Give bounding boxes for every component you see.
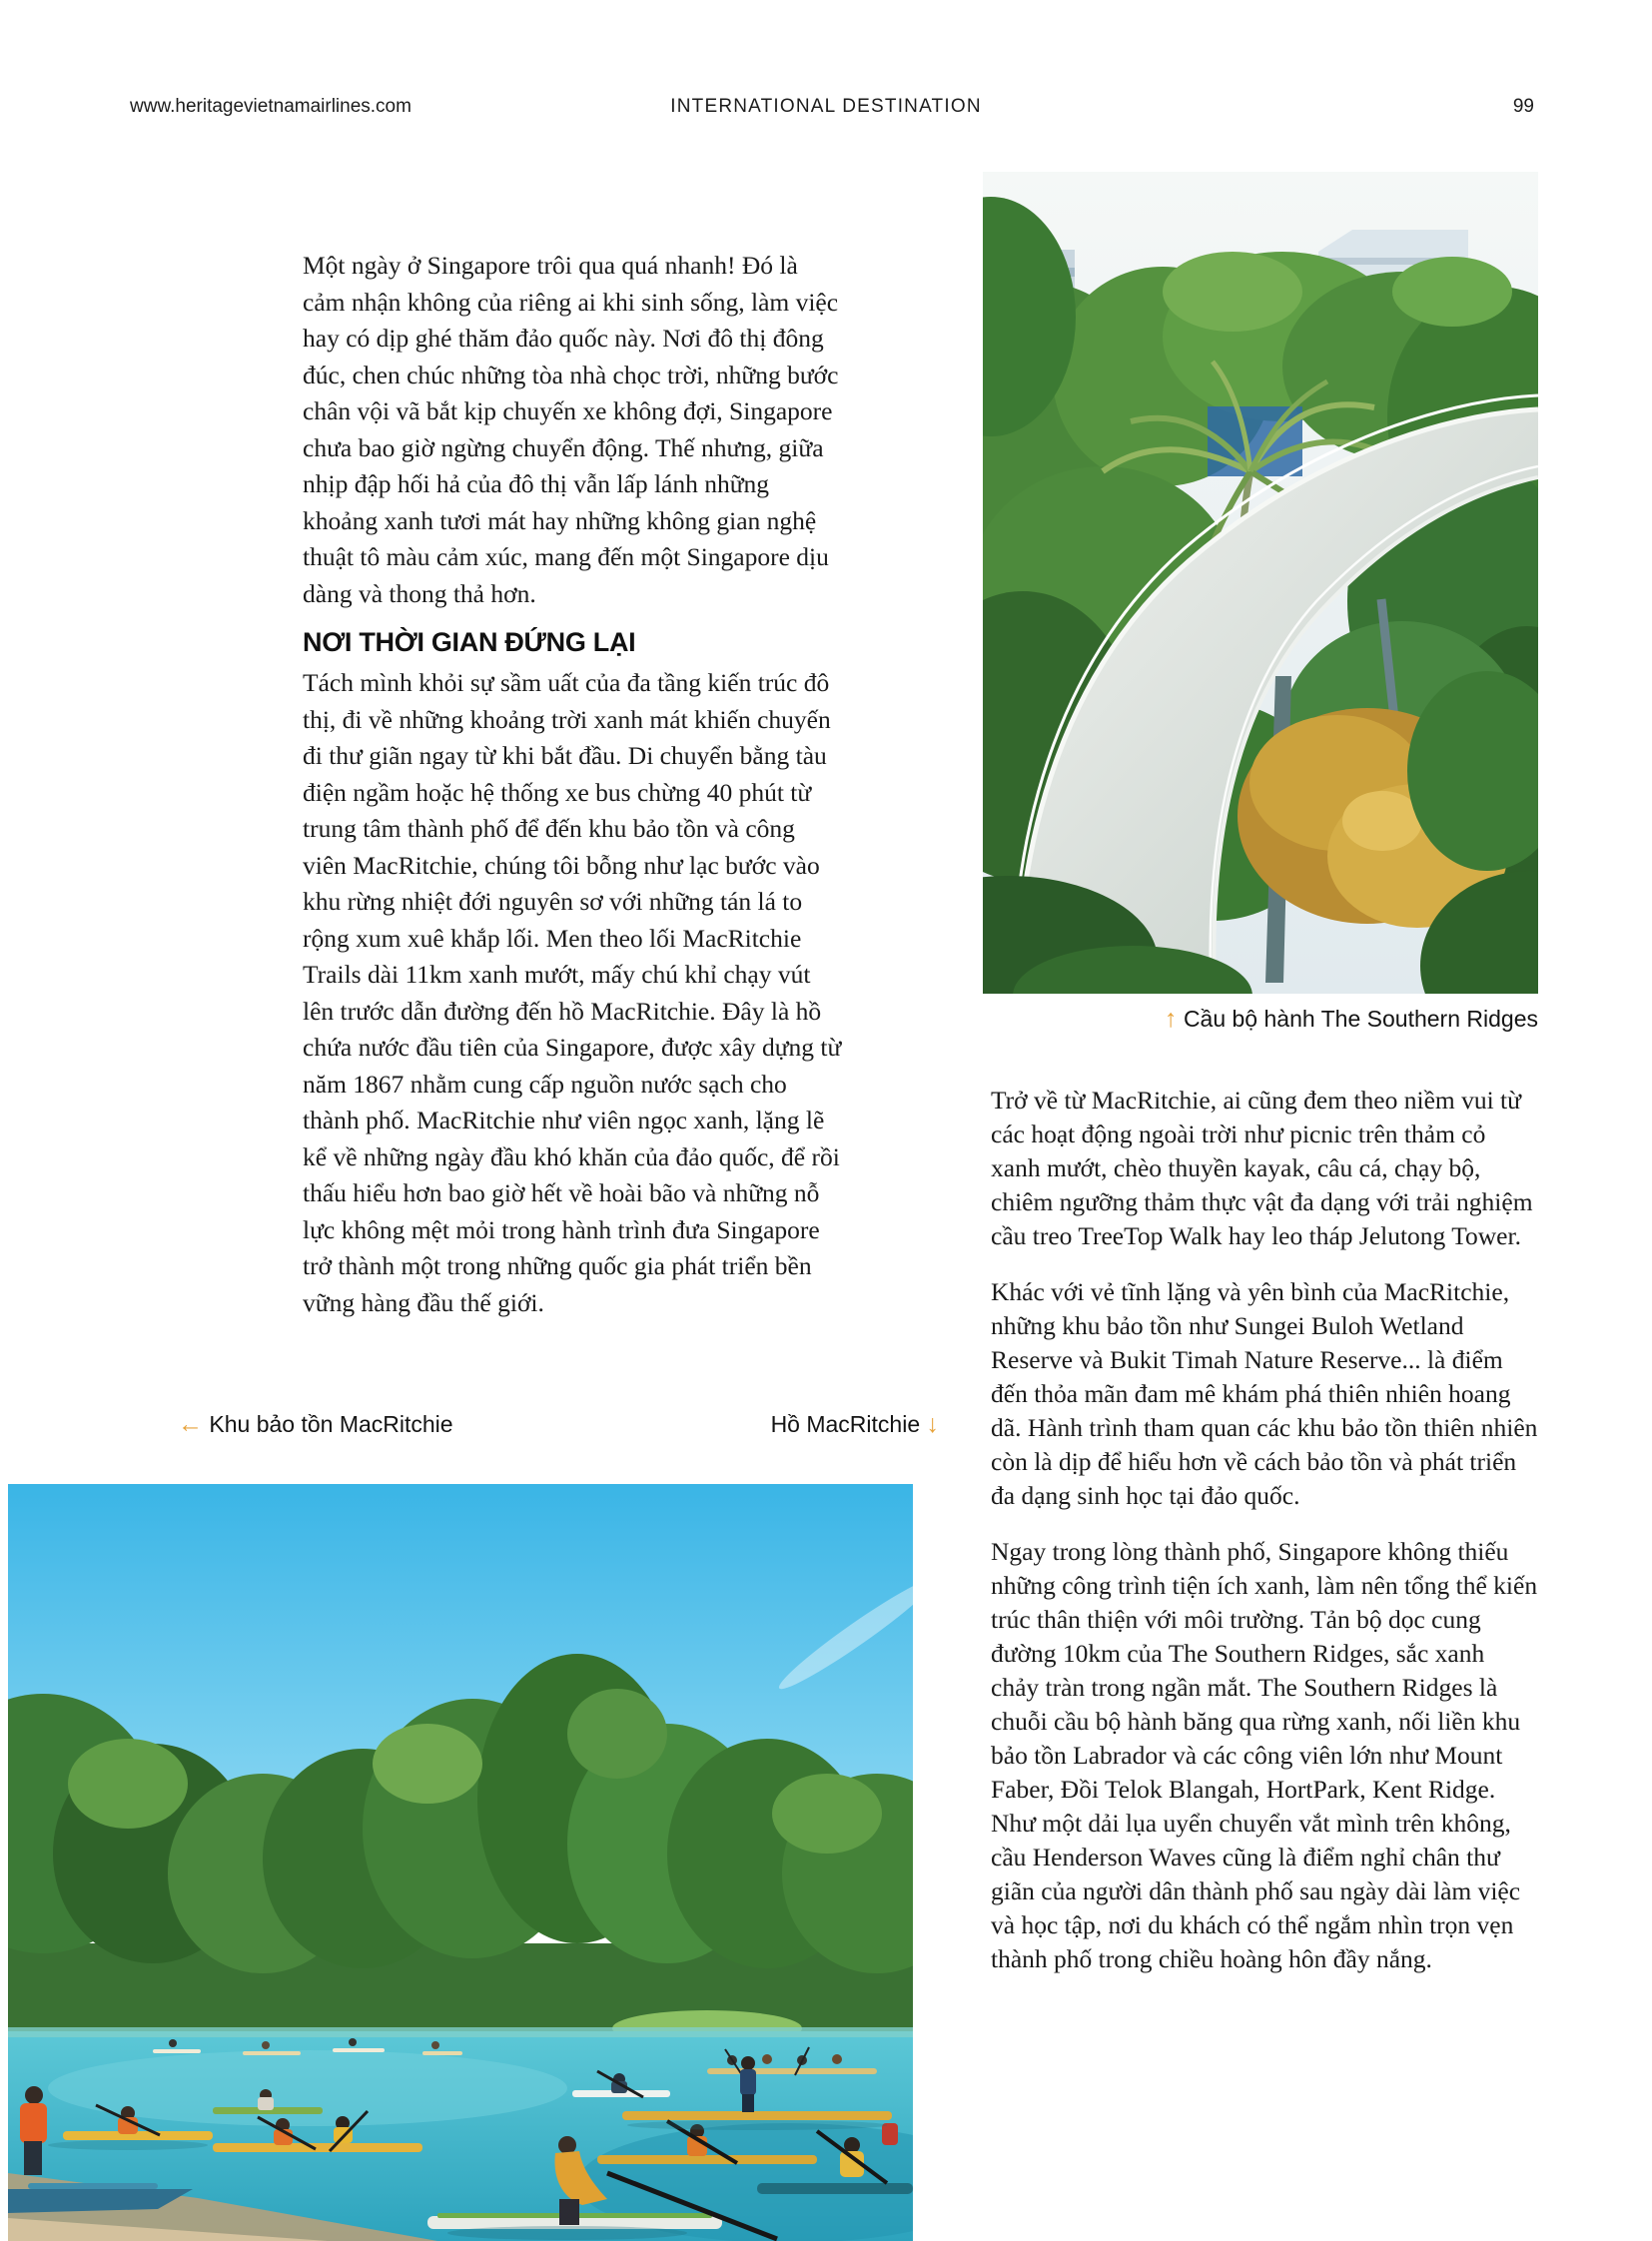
teal-kayak (757, 2183, 913, 2194)
caption-macritchie-lake (771, 1410, 939, 1438)
header-website-url: www.heritagevietnamairlines.com (130, 96, 412, 117)
caption-southern-ridges (1165, 1005, 1538, 1033)
arrow-down-icon: ↓ (926, 1410, 939, 1438)
article-section-body: Tách mình khỏi sự sầm uất của đa tầng kiến trúc đô thị, đi về những khoảng trời xanh mát khiến chuyến đi thư giãn ngay từ khi bắt đầu. Di chuyển bằng tàu điện ngầm hoặc hệ thống xe bus chừng 40 phút từ trung tâm thành phố để đến khu bảo tồn và công viên MacRitchie, chúng tôi bỗng như lạc bước vào khu rừng nhiệt đới nguyên sơ với những tán lá to rộng xum xuê khắp lối. Men theo lối MacRitchie Trails dài 11km xanh mướt, mấy chú khỉ chạy vút lên trước dẫn đường đến hồ MacRitchie. Đây là hồ chứa nước đầu tiên của Singapore, được xây dựng từ năm 1867 nhằm cung cấp nguồn nước sạch cho thành phố. MacRitchie như viên ngọc xanh, lặng lẽ kể về những ngày đầu khó khăn của đảo quốc, để rồi thấu hiểu hơn bao giờ hết về hoài bão và những nỗ lực không mệt mỏi trong hành trình đưa Singapore trở thành một trong những quốc gia phát triển bền vững hàng đầu thế giới. (303, 668, 842, 1317)
header-section-title: INTERNATIONAL DESTINATION (670, 96, 982, 117)
southern-ridges-illustration (983, 172, 1538, 994)
dragon-boat (707, 2068, 877, 2074)
macritchie-lake-illustration (8, 1484, 913, 2241)
article-paragraph: Khác với vẻ tĩnh lặng và yên bình của MacRitchie, những khu bảo tồn như Sungei Buloh Wetland Reserve và Bukit Timah Nature Reserve... là điểm đến thỏa mãn đam mê khám phá thiên nhiên hoang dã. Hành trình tham quan các khu bảo tồn thiên nhiên còn là dịp để hiểu hơn về cách bảo tồn và phát triển đa dạng sinh học tại đảo quốc. (991, 1277, 1538, 1510)
article-section-heading: NƠI THỜI GIAN ĐỨNG LẠI (303, 627, 636, 657)
article-paragraph: Trở về từ MacRitchie, ai cũng đem theo niềm vui từ các hoạt động ngoài trời như picnic trên thảm cỏ xanh mướt, chèo thuyền kayak, câu cá, chạy bộ, chiêm ngưỡng thảm thực vật đa dạng với trải nghiệm cầu treo TreeTop Walk hay leo tháp Jelutong Tower. (991, 1086, 1533, 1250)
kayak-with-standing-person (622, 2111, 892, 2120)
caption-text: Hồ MacRitchie (770, 1411, 921, 1437)
arrow-up-icon: ↑ (1165, 1005, 1178, 1033)
article-paragraph: Ngay trong lòng thành phố, Singapore không thiếu những công trình tiện ích xanh, làm nên tổng thể kiến trúc thân thiện với môi trường. Tản bộ dọc cung đường 10km của The Southern Ridges, sắc xanh chảy tràn trong ngần mắt. The Southern Ridges là chuỗi cầu bộ hành băng qua rừng xanh, nối liền khu bảo tồn Labrador và các công viên lớn như Mount Faber, Đồi Telok Blangah, HortPark, Kent Ridge. Như một dải lụa uyển chuyển vắt mình trên không, cầu Henderson Waves cũng là điểm nghỉ chân thư giãn của người dân thành phố sau ngày dài làm việc và học tập, nơi du khách có thể ngắm nhìn trọn vẹn thành phố trong chiều hoàng hôn đầy nắng. (991, 1537, 1538, 1973)
article-intro-paragraph: Một ngày ở Singapore trôi qua quá nhanh! Đó là cảm nhận không của riêng ai khi sinh sống, làm việc hay có dịp ghé thăm đảo quốc này. Nơi đô thị đông đúc, chen chúc những tòa nhà chọc trời, những bước chân vội vã bắt kịp chuyến xe không đợi, Singapore chưa bao giờ ngừng chuyển động. Thế nhưng, giữa nhịp đập hối hả của đô thị vẫn lấp lánh những khoảng xanh tươi mát hay những không gian nghệ thuật tô màu cảm xúc, mang đến một Singapore dịu dàng và thong thả hơn. (303, 251, 839, 608)
article-left-column (303, 248, 843, 1321)
bending-person (558, 2136, 576, 2154)
arrow-left-icon: ← (178, 1410, 203, 1438)
article-right-column (991, 1084, 1538, 1998)
standing-person-orange-vest (25, 2086, 43, 2104)
photo-southern-ridges-walkway (983, 172, 1538, 994)
caption-text: Cầu bộ hành The Southern Ridges (1183, 1006, 1538, 1032)
caption-text: Khu bảo tồn MacRitchie (209, 1411, 453, 1437)
header-page-number: 99 (1512, 96, 1534, 117)
caption-macritchie-reserve (178, 1410, 453, 1438)
photo-macritchie-lake (8, 1484, 913, 2241)
